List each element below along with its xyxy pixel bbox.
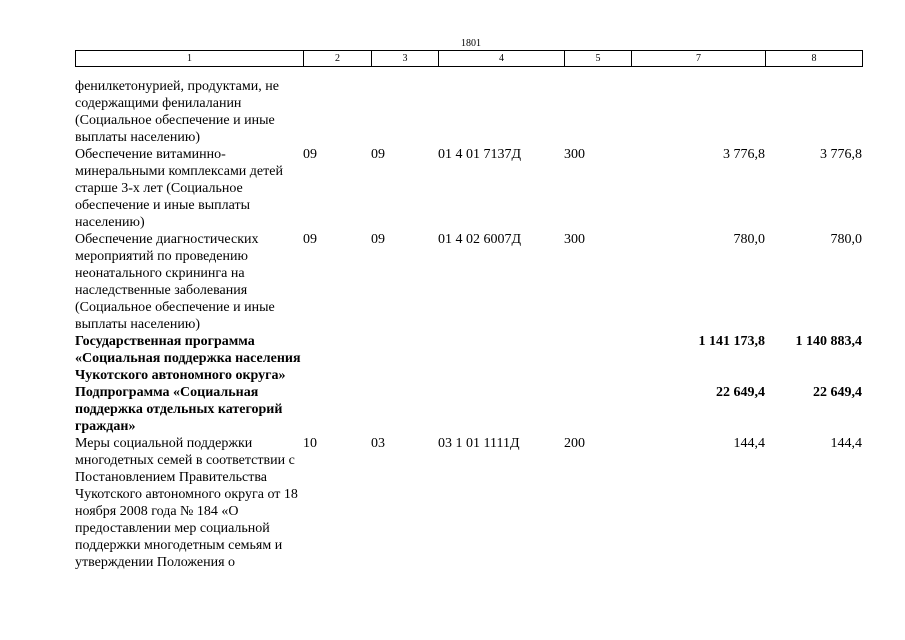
row-subsection <box>371 384 438 435</box>
row-expense-type: 300 <box>564 147 585 162</box>
row-subsection: 09 <box>371 232 385 247</box>
row-amount-8: 1 140 883,4 <box>795 334 862 349</box>
row-name: Подпрограмма «Социальная поддержка отдельных категорий граждан» <box>75 385 283 434</box>
table-row <box>75 146 862 231</box>
row-amount-8: 3 776,8 <box>820 147 862 162</box>
row-amount-7: 144,4 <box>733 436 765 451</box>
page-number: 1801 <box>461 38 481 49</box>
row-target-code: 01 4 02 6007Д <box>438 232 522 247</box>
row-name: Государственная программа «Социальная поддержка населения Чукотского автономного округа» <box>75 334 301 383</box>
row-subsection: 03 <box>371 436 385 451</box>
table-row <box>75 384 862 435</box>
row-amount-8: 780,0 <box>830 232 862 247</box>
row-subsection <box>371 78 438 146</box>
row-amount-7: 22 649,4 <box>716 385 765 400</box>
row-target-code: 03 1 01 1111Д <box>438 436 520 451</box>
header-col-1: 1 <box>76 51 304 67</box>
row-expense-type: 300 <box>564 232 585 247</box>
row-expense-type <box>564 78 631 146</box>
header-col-5: 5 <box>565 51 632 67</box>
row-expense-type <box>564 333 631 384</box>
row-amount-7: 1 141 173,8 <box>698 334 765 349</box>
row-name: фенилкетонурией, продуктами, не содержащими фенилаланин (Социальное обеспечение и иные выплаты населению) <box>75 79 279 145</box>
row-subsection <box>371 333 438 384</box>
row-target-code <box>438 333 564 384</box>
column-number-header <box>75 50 863 67</box>
header-col-7: 7 <box>632 51 766 67</box>
table-row <box>75 435 862 571</box>
row-subsection: 09 <box>371 147 385 162</box>
row-section <box>303 384 371 435</box>
header-col-2: 2 <box>304 51 372 67</box>
row-name: Обеспечение витаминно-минеральными комплексами детей старше 3-х лет (Социальное обеспечение и иные выплаты населению) <box>75 147 283 230</box>
row-expense-type: 200 <box>564 436 585 451</box>
row-name: Меры социальной поддержки многодетных семей в соответствии с Постановлением Правительства Чукотского автономного округа от 18 ноября 2008 года № 184 «О предоставлении мер социальной поддержки многодетным семьям и утверждении Положения о <box>75 436 298 570</box>
row-section <box>303 333 371 384</box>
row-section <box>303 78 371 146</box>
header-col-8: 8 <box>766 51 863 67</box>
row-target-code <box>438 78 564 146</box>
header-col-3: 3 <box>372 51 439 67</box>
row-amount-8: 144,4 <box>830 436 862 451</box>
row-name: Обеспечение диагностических мероприятий по проведению неонатального скрининга на наследственные заболевания (Социальное обеспечение и иные выплаты населению) <box>75 232 275 332</box>
header-col-4: 4 <box>439 51 565 67</box>
row-target-code <box>438 384 564 435</box>
row-expense-type <box>564 384 631 435</box>
table-row <box>75 78 862 146</box>
row-section: 09 <box>303 147 317 162</box>
row-amount-8 <box>765 78 862 146</box>
table-row <box>75 333 862 384</box>
row-amount-8: 22 649,4 <box>813 385 862 400</box>
row-amount-7 <box>631 78 765 146</box>
row-amount-7: 3 776,8 <box>723 147 765 162</box>
row-section: 09 <box>303 232 317 247</box>
budget-table <box>75 78 862 571</box>
row-amount-7: 780,0 <box>733 232 765 247</box>
row-section: 10 <box>303 436 317 451</box>
row-target-code: 01 4 01 7137Д <box>438 147 522 162</box>
table-row <box>75 231 862 333</box>
